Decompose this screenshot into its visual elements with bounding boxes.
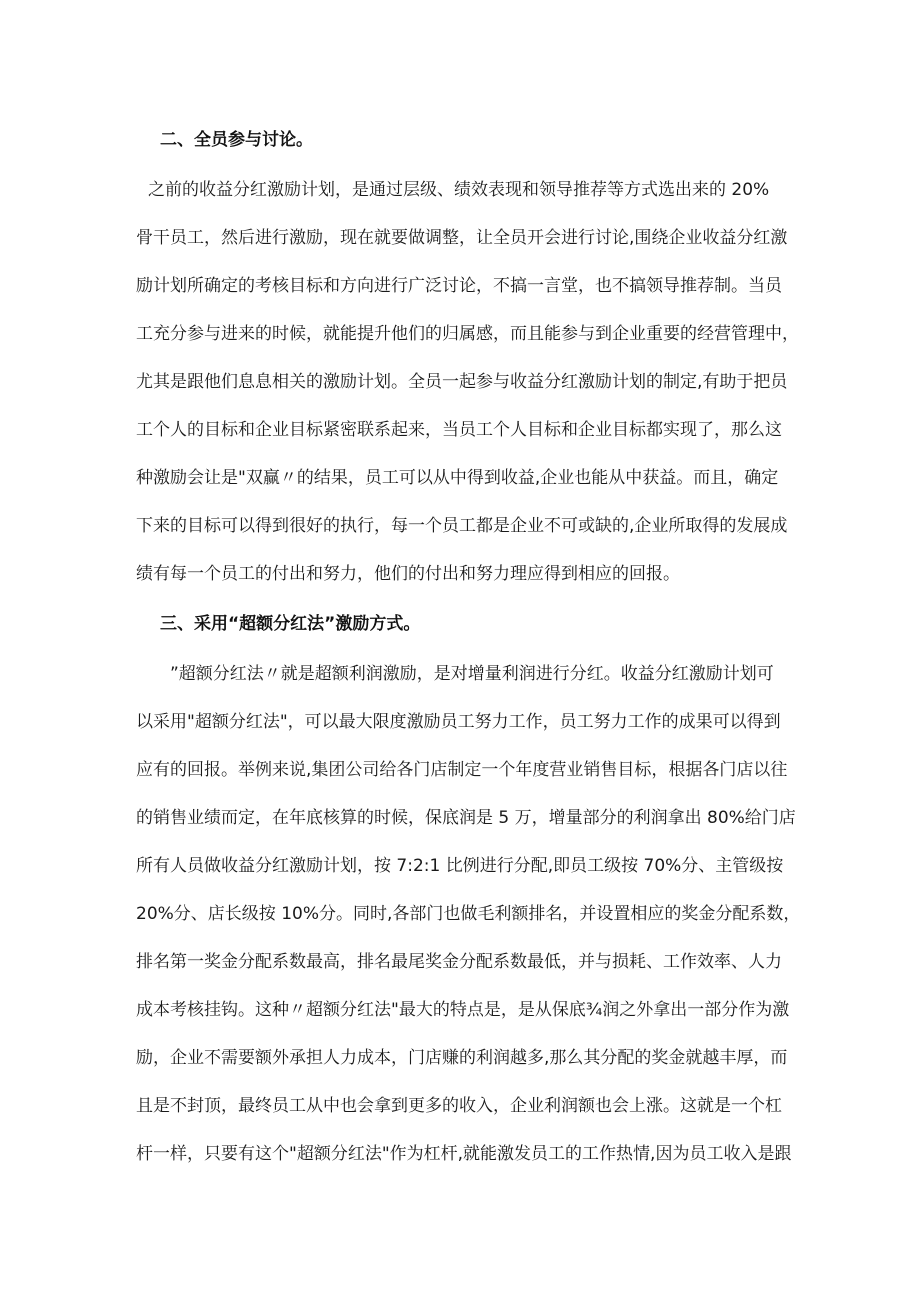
section-2-line-6: 工个人的目标和企业目标紧密联系起来，当员工个人目标和企业目标都实现了，那么这	[136, 420, 782, 440]
section-2-line-5: 尤其是跟他们息息相关的激励计划。全员一起参与收益分红激励计划的制定,有助于把员	[136, 372, 788, 392]
section-3-line-7: 排名第一奖金分配系数最高，排名最尾奖金分配系数最低，并与损耗、工作效率、人力	[136, 952, 782, 972]
section-3-line-6: 20%分、店长级按 10%分。同时,各部门也做毛利额排名，并设置相应的奖金分配系数，	[136, 904, 801, 924]
section-3-line-9: 励，企业不需要额外承担人力成本，门店赚的利润越多,那么其分配的奖金就越丰厚，而	[136, 1048, 788, 1068]
section-2-line-9: 绩有每一个员工的付出和努力，他们的付出和努力理应得到相应的回报。	[136, 564, 680, 584]
section-2-line-1: 之前的收益分红激励计划，是通过层级、绩效表现和领导推荐等方式选出来的 20%	[148, 180, 770, 200]
section-2-line-2: 骨干员工，然后进行激励，现在就要做调整，让全员开会进行讨论,围绕企业收益分红激	[136, 228, 788, 248]
section-3-line-5: 所有人员做收益分红激励计划，按 7:2:1 比例进行分配,即员工级按 70%分、主管级按	[136, 856, 784, 876]
section-2-heading: 二、全员参与讨论。	[160, 130, 313, 150]
section-3-heading: 三、采用“超额分红法”激励方式。	[160, 614, 421, 634]
section-2-line-7: 种激励会让是"双赢〃的结果，员工可以从中得到收益,企业也能从中获益。而且，确定	[136, 468, 779, 488]
section-2-line-3: 励计划所确定的考核目标和方向进行广泛讨论，不搞一言堂，也不搞领导推荐制。当员	[136, 276, 782, 296]
section-2-line-8: 下来的目标可以得到很好的执行，每一个员工都是企业不可或缺的,企业所取得的发展成	[136, 516, 788, 536]
section-3-line-2: 以采用"超额分红法"，可以最大限度激励员工努力工作，员工努力工作的成果可以得到	[136, 712, 781, 732]
section-3-line-10: 且是不封顶，最终员工从中也会拿到更多的收入，企业利润额也会上涨。这就是一个杠	[136, 1096, 782, 1116]
section-3-line-4: 的销售业绩而定，在年底核算的时候，保底润是 5 万，增量部分的利润拿出 80%给门店	[136, 808, 796, 828]
section-3-line-1: ”超额分红法〃就是超额利润激励，是对增量利润进行分红。收益分红激励计划可	[170, 664, 774, 684]
section-2-line-4: 工充分参与进来的时候，就能提升他们的归属感，而且能参与到企业重要的经营管理中，	[136, 324, 799, 344]
section-3-line-11: 杆一样，只要有这个"超额分红法"作为杠杆,就能激发员工的工作热情,因为员工收入是跟	[136, 1144, 792, 1164]
section-3-line-8: 成本考核挂钩。这种〃超额分红法"最大的特点是，是从保底¾润之外拿出一部分作为激	[136, 1000, 790, 1020]
section-3-line-3: 应有的回报。举例来说,集团公司给各门店制定一个年度营业销售目标，根据各门店以往	[136, 760, 788, 780]
